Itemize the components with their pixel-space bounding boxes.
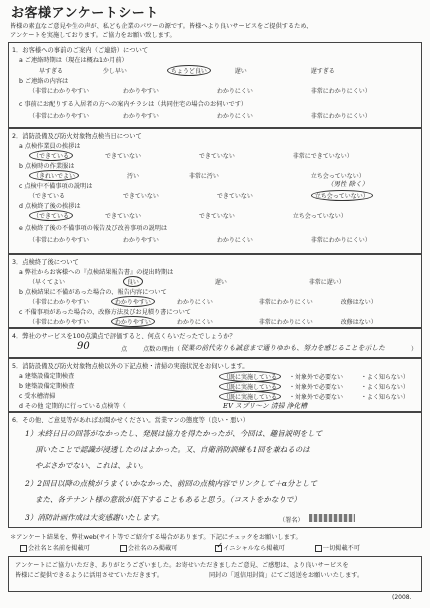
option[interactable]: ・対象外で必要ない — [288, 374, 343, 381]
checkbox-icon[interactable] — [120, 545, 127, 552]
checkbox-label: イニシャルなら掲載可 — [223, 545, 285, 552]
option[interactable]: ・よく知らない） — [360, 374, 409, 381]
signature-redacted — [309, 514, 355, 522]
question-2e: e 点検終了後の不備事項の報告及び改善事項の説明は — [19, 225, 168, 232]
option[interactable]: 非常に遅い） — [308, 279, 345, 286]
question-3a: a 弊社からお客様への『点検結果報告書』の提出時期は — [19, 269, 174, 276]
question-3b: b 点検結果に不備があった場合の、報告内容について — [19, 289, 167, 296]
option[interactable]: できていない — [104, 213, 141, 220]
option[interactable]: わかりにくい — [176, 319, 213, 326]
comment-line: 2）2回目以降の点検がうまくいかなかった、前回の点検内容でリンクして＋α分として — [25, 479, 317, 488]
option[interactable]: 非常にわかりにくい — [258, 319, 313, 326]
option[interactable]: ・よく知らない） — [360, 384, 409, 391]
option-selected[interactable]: （できている — [29, 150, 73, 161]
checkbox-checked-icon[interactable] — [215, 540, 224, 552]
question-1b: b ご連絡の内容は — [19, 78, 69, 85]
options-2d — [29, 210, 347, 221]
section-3 — [8, 254, 422, 328]
comment-line: 1）未終日日の回答がなかったし、発展は協力を得たかったが、今回は、趣旨説明をして — [25, 429, 323, 438]
row-5a-label: a 建築設備定期検査 — [19, 373, 75, 380]
checkbox-company-and-name[interactable] — [20, 545, 90, 552]
checkbox-icon[interactable] — [315, 545, 322, 552]
option[interactable]: （非常にわかりやすい — [29, 237, 90, 244]
option-selected[interactable]: （既に実施している — [219, 371, 281, 382]
thanks-line: 同封の「返信用封筒」にてご返送をお願いいたします。 — [209, 572, 364, 579]
option[interactable]: 非常にできていない） — [292, 153, 353, 160]
reason-close: ） — [411, 346, 418, 353]
option[interactable]: わかりにくい — [216, 237, 253, 244]
option[interactable]: 非常にわかりにくい） — [310, 237, 371, 244]
section-5-head: 5．消防設備及び防火対象物点検以外の下記点検・清掃の実施状況をお伺いします。 — [12, 363, 249, 370]
option[interactable]: 少し早い — [102, 68, 127, 75]
section-2-head: 2．消防設備及び防火対象物点検当日について — [12, 133, 142, 140]
thanks-line: アンケートにご協力いただき、ありがとうございました。お寄せいただきましたご意見、ご感想は、より良いサービスを — [15, 562, 349, 569]
option[interactable]: （非常にわかりやすい — [29, 299, 90, 306]
checkbox-icon[interactable] — [20, 545, 27, 552]
score-value[interactable]: 90 — [77, 341, 90, 352]
option[interactable]: 遅い — [214, 279, 227, 286]
form-year: (2008. — [392, 594, 412, 601]
option-selected[interactable]: （既に実施している — [219, 391, 281, 402]
row-5b-label: b 建築設備定期検査 — [19, 383, 75, 390]
footer-note: ＊アンケート結果を、弊社web(サイト等でご紹介する場合があります。下記にチェックをお願いします。 — [10, 534, 302, 541]
intro-text — [10, 22, 424, 40]
section-2 — [8, 128, 422, 254]
question-1a: a ご連絡時期は（現在は概ね1か月前） — [19, 57, 128, 64]
option-selected[interactable]: （きれいでよい — [29, 170, 79, 181]
intro-line: アンケートを実施しております。ご協力をお願い致します。 — [10, 32, 176, 39]
question-2a: a 点検作業員の挨拶は — [19, 143, 81, 150]
option[interactable]: （非常にわかりやすい — [29, 319, 90, 326]
option[interactable]: 非常にわかりにくい） — [310, 113, 371, 120]
checkbox-label: 会社名のみ掲載可 — [127, 545, 178, 552]
row-5d-label: d その他 定期的に行っている点検等（ — [19, 403, 126, 410]
checkbox-no-publish[interactable] — [315, 545, 360, 552]
checkbox-initial-only[interactable] — [215, 540, 285, 552]
comment-line: また、各テナント様の意欲が低下することもあると思う。（コストをかなりで） — [35, 495, 301, 504]
option[interactable]: 立ち会っていない） — [310, 173, 365, 180]
checkbox-company-only[interactable] — [120, 545, 178, 552]
options-2b — [29, 170, 365, 181]
row-5c-label: c 受水槽清掃 — [19, 393, 56, 400]
option[interactable]: 非常にわかりにくい） — [310, 88, 371, 95]
option[interactable]: わかりにくい — [216, 113, 253, 120]
option-selected[interactable]: （既に実施している — [219, 381, 281, 392]
section-1 — [8, 42, 422, 128]
options-3a — [29, 276, 345, 287]
section-6-head: 6．その他、ご意見等があればお聞かせください。営業マンの態度等（良い・悪い） — [12, 417, 249, 424]
options-3c — [29, 316, 377, 327]
question-2b: b 点検時の作業服は — [19, 163, 75, 170]
option[interactable]: ・よく知らない） — [360, 394, 409, 401]
option-selected[interactable]: ちょうど良い — [167, 65, 211, 76]
option-selected[interactable]: （できている — [29, 210, 73, 221]
question-3c: c 不備事項があった場合の、改修方法及びお見積り書について — [19, 309, 191, 316]
option[interactable]: 改修はない） — [340, 299, 377, 306]
score-unit: 点 — [121, 346, 128, 353]
page-title: お客様アンケートシート — [11, 6, 159, 21]
options-3b — [29, 296, 377, 307]
reason-label: 点数の理由（ — [143, 346, 181, 353]
reason-text[interactable]: 従業の前代劣りも誠意まで通りゆかも、努力を感じることを示した — [181, 344, 385, 352]
footer-thanks-box — [8, 556, 422, 592]
intro-line: 皆様の素直なご意見や生の声が、私ども企業のパワーの源です。皆様へより良いサービスをご提供するため、 — [10, 23, 313, 30]
thanks-line: 皆様にご提供できるように活用させていただきます。 — [15, 572, 164, 579]
option[interactable]: できていない — [122, 193, 159, 200]
option[interactable]: 汚い — [126, 173, 139, 180]
option[interactable]: （早くてよい — [29, 279, 66, 286]
option[interactable]: ・対象外で必要ない — [288, 394, 343, 401]
options-2a — [29, 150, 353, 161]
comment-line: 頂いたことで認識が浸透したのはよかった。又、自衛消防訓練も1回を兼ねるのは — [35, 445, 310, 454]
question-2d: d 点検終了後の挨拶は — [19, 203, 81, 210]
option[interactable]: （できている — [29, 193, 66, 200]
section-4 — [8, 328, 422, 358]
comment-line: 3）消防計画作成は大変感謝いたします。 — [25, 513, 165, 522]
options-1b — [29, 86, 371, 95]
question-1c: c 事前にお配りする入居者の方への案内チラシは（共同住宅の場合のお伺いです） — [19, 101, 248, 108]
option[interactable]: わかりやすい — [122, 88, 159, 95]
option[interactable]: ・対象外で必要ない — [288, 384, 343, 391]
option[interactable]: 遅すぎる — [310, 68, 335, 75]
comment-line: やぶさかでない、これは、よい。 — [35, 461, 148, 470]
option[interactable]: わかりにくい — [176, 299, 213, 306]
option[interactable]: できていない — [198, 153, 235, 160]
option[interactable]: わかりやすい — [122, 237, 159, 244]
handwritten-note: （男性 除く） — [327, 180, 369, 188]
option-selected[interactable]: 良い — [123, 276, 143, 287]
option[interactable]: できていない — [216, 193, 253, 200]
option[interactable]: 遅い — [234, 68, 247, 75]
options-2c — [29, 190, 373, 201]
section-1-head: 1．お客様への事前のご案内（ご連絡）について — [12, 47, 149, 54]
option-selected[interactable]: 立ち会っていない） — [311, 190, 373, 201]
option[interactable]: 非常に汚い — [188, 173, 219, 180]
option[interactable]: わかりにくい — [216, 88, 253, 95]
options-1a — [39, 65, 335, 76]
option[interactable]: できていない — [198, 213, 235, 220]
option-selected[interactable]: わかりやすい — [111, 316, 155, 327]
option[interactable]: わかりやすい — [122, 113, 159, 120]
section-6 — [8, 412, 422, 528]
row-5d-handwritten[interactable]: EV スプリ〜ン 清掃 浄化槽 — [223, 402, 308, 410]
options-2e — [29, 235, 371, 244]
footer-options — [20, 540, 360, 552]
option[interactable]: 立ち会っていない） — [292, 213, 347, 220]
question-2c: c 点検中不備事項の説明は — [19, 183, 93, 190]
checkbox-label: 一切掲載不可 — [322, 545, 360, 552]
option[interactable]: 改修はない） — [340, 319, 377, 326]
option[interactable]: （非常にわかりやすい — [29, 88, 90, 95]
option[interactable]: 早すぎる — [39, 68, 64, 75]
option[interactable]: できていない — [104, 153, 141, 160]
options-1c — [29, 111, 371, 120]
option-selected[interactable]: わかりやすい — [111, 296, 155, 307]
option[interactable]: （非常にわかりやすい — [29, 113, 90, 120]
check-mark-icon: ✓ — [216, 540, 224, 550]
option[interactable]: 非常にわかりにくい — [258, 299, 313, 306]
signature-label: （署名） — [279, 517, 304, 524]
checkbox-label: 会社名と名前を掲載可 — [28, 545, 90, 552]
section-3-head: 3．点検終了後について — [12, 259, 79, 266]
section-4-head: 4．弊社のサービスを100点満点で評価すると、何点くらいだったでしょうか？ — [12, 333, 236, 340]
section-5 — [8, 358, 422, 412]
